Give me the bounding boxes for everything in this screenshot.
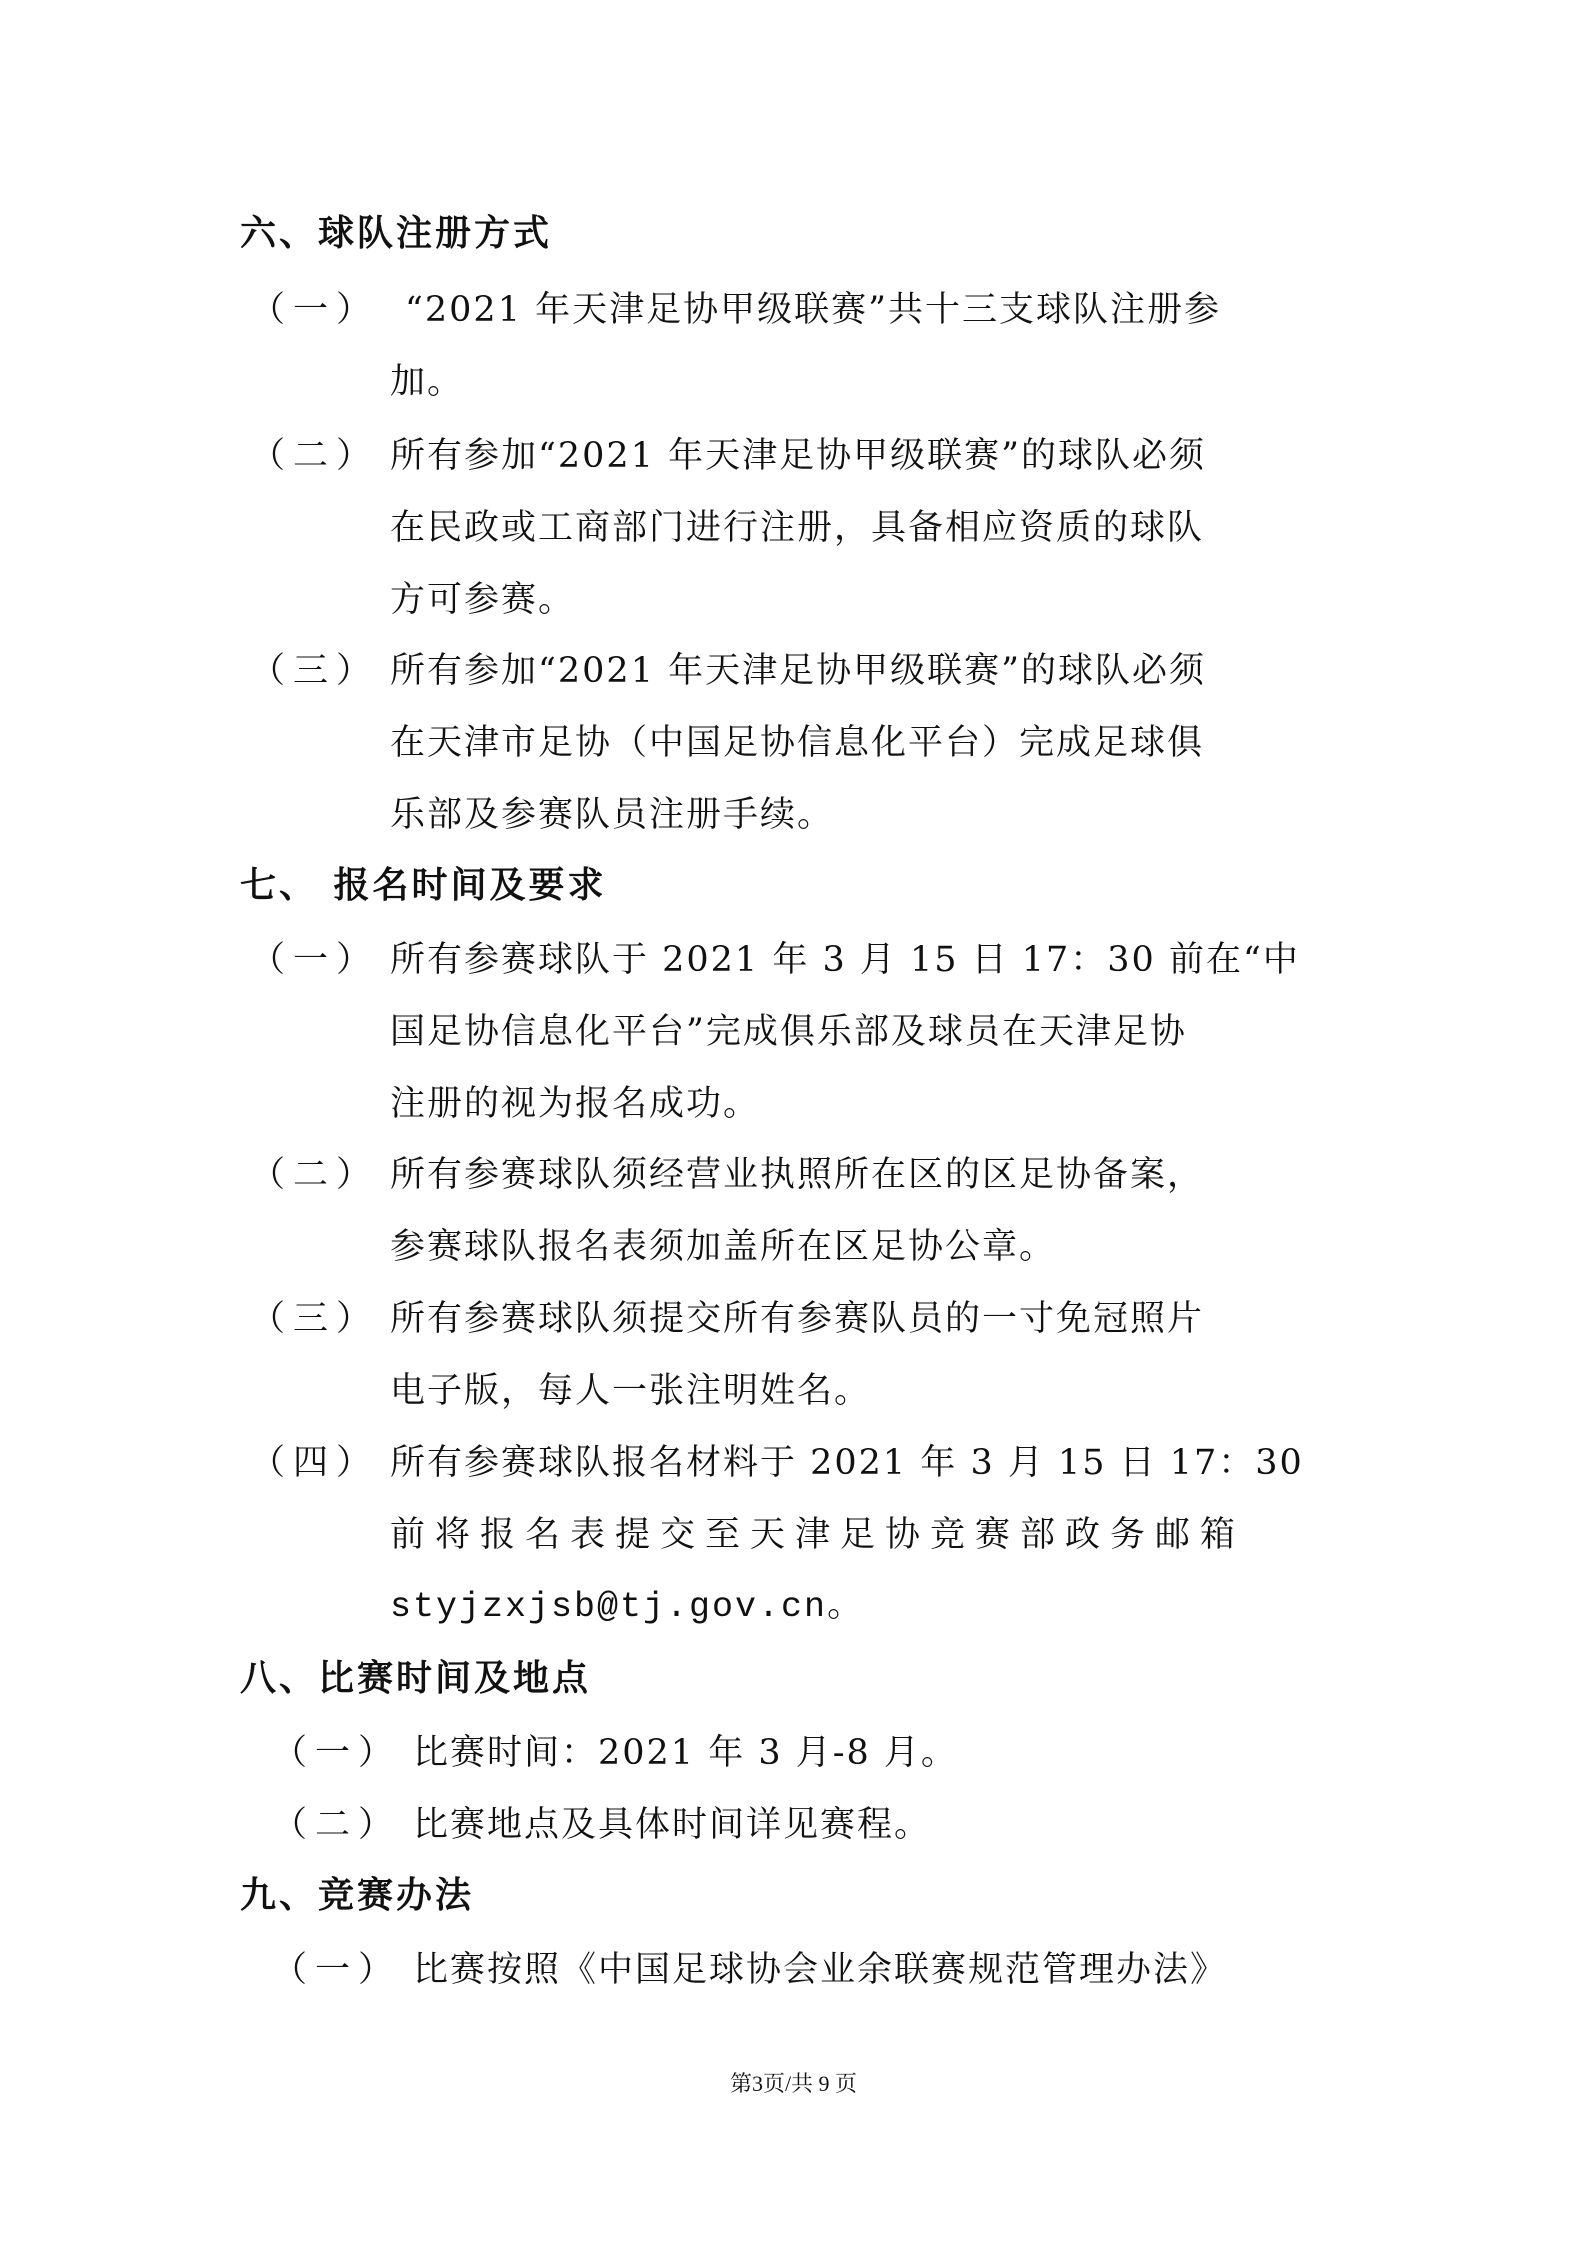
item-label: （一）: [250, 290, 380, 330]
page-indicator: 第3页/共 9 页: [729, 2071, 858, 2096]
item-text: “2021 年天津足协甲级联赛”共十三支球队注册参: [405, 290, 1221, 330]
item-text: 所有参赛球队须提交所有参赛队员的一寸免冠照片: [390, 1299, 1205, 1339]
item-text: 比赛地点及具体时间详见赛程。: [413, 1805, 932, 1845]
email-address: styjzxjsb@tj.gov.cn。: [390, 1587, 865, 1627]
item-text: 乐部及参赛队员注册手续。: [390, 795, 835, 835]
item-text: 所有参赛球队于 2021 年 3 月 15 日 17：30 前在“中: [390, 940, 1300, 980]
section-heading-6: 六、球队注册方式: [240, 213, 553, 254]
item-text: 电子版，每人一张注明姓名。: [390, 1371, 872, 1411]
item-text: 所有参赛球队报名材料于 2021 年 3 月 15 日 17：30: [390, 1443, 1304, 1483]
item-text: 所有参赛球队须经营业执照所在区的区足协备案，: [390, 1155, 1205, 1195]
item-text: 加。: [390, 362, 465, 402]
item-text: 比赛时间：2021 年 3 月-8 月。: [413, 1733, 958, 1773]
item-label: （一）: [272, 1950, 402, 1990]
item-label: （二）: [250, 436, 380, 476]
item-label: （二）: [250, 1155, 380, 1195]
item-text: 方可参赛。: [390, 580, 576, 620]
item-label: （一）: [272, 1733, 402, 1773]
item-text: 前将报名表提交至天津足协竞赛部政务邮箱: [390, 1515, 1246, 1555]
item-label: （四）: [250, 1443, 380, 1483]
section-heading-8: 八、比赛时间及地点: [240, 1658, 592, 1699]
item-label: （三）: [250, 651, 380, 691]
item-text: 所有参加“2021 年天津足协甲级联赛”的球队必须: [390, 651, 1206, 691]
item-label: （二）: [272, 1805, 402, 1845]
item-text: 所有参加“2021 年天津足协甲级联赛”的球队必须: [390, 436, 1206, 476]
item-text: 在民政或工商部门进行注册，具备相应资质的球队: [390, 508, 1205, 548]
item-text: 国足协信息化平台”完成俱乐部及球员在天津足协: [390, 1012, 1187, 1052]
item-label: （三）: [250, 1299, 380, 1339]
item-label: （一）: [250, 940, 380, 980]
section-heading-7: 七、 报名时间及要求: [240, 865, 607, 906]
section-heading-9: 九、竞赛办法: [240, 1875, 475, 1916]
item-text: 参赛球队报名表须加盖所在区足协公章。: [390, 1227, 1057, 1267]
item-text: 注册的视为报名成功。: [390, 1084, 761, 1124]
item-text: 在天津市足协（中国足协信息化平台）完成足球俱: [390, 723, 1205, 763]
item-text: 比赛按照《中国足球协会业余联赛规范管理办法》: [413, 1950, 1228, 1990]
